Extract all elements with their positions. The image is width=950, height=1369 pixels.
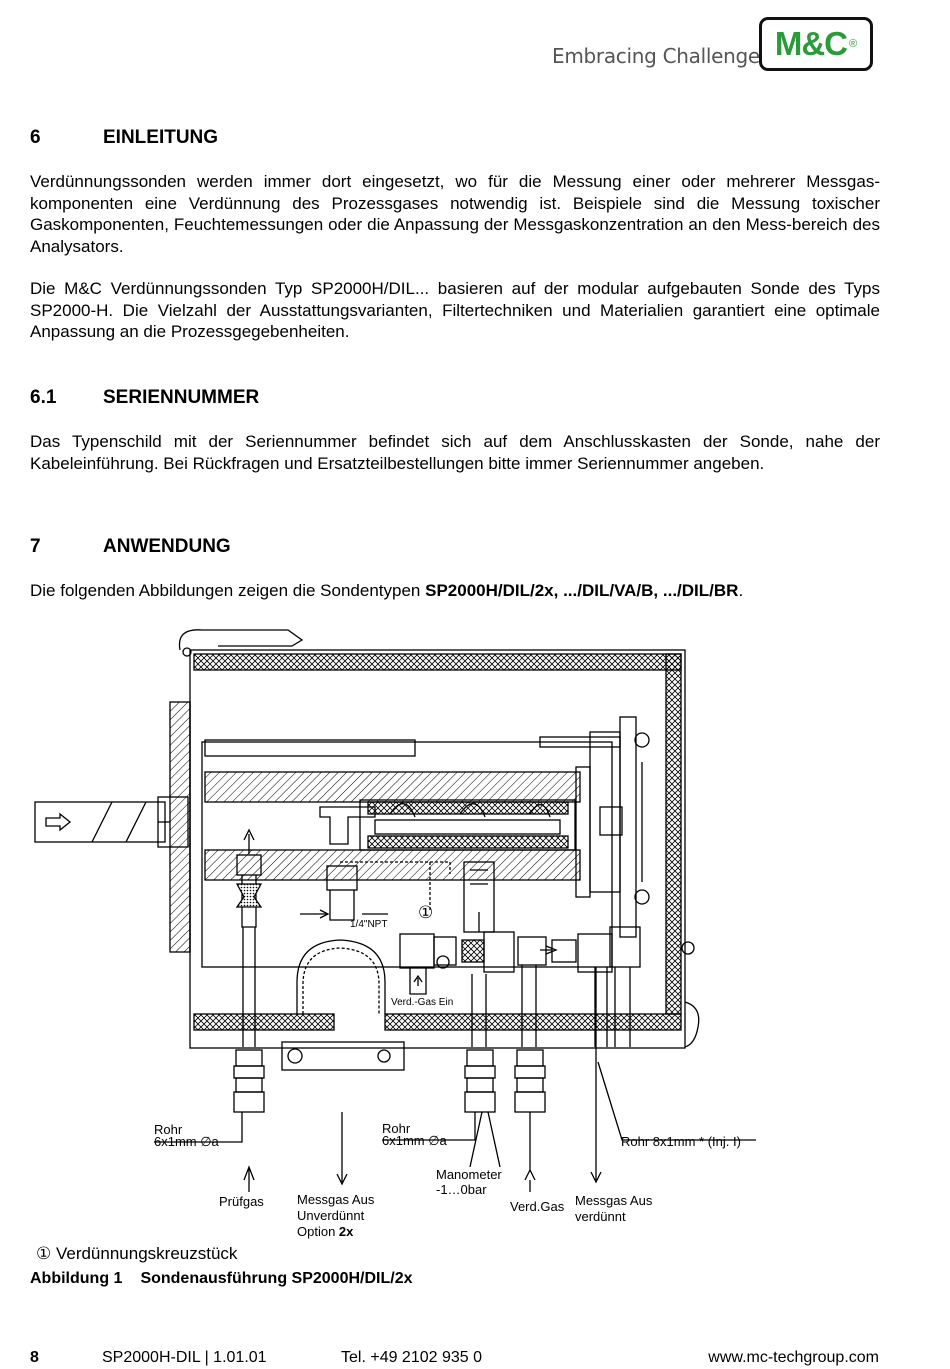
logo-text: M&C xyxy=(774,25,848,62)
messgas-aus-line1: Messgas Aus xyxy=(297,1192,375,1207)
paragraph-einleitung-2: Die M&C Verdünnungssonden Typ SP2000H/DIL... basieren auf der modular aufgebauten Sonde des Typs SP2000-H. Die Vielzahl der Ausstattungsvarianten, Filtertechniken und Materialien garantiert eine optimale Anpassung an die Prozessgegebenheiten. xyxy=(30,279,880,341)
figure-legend: ① Verdünnungskreuzstück xyxy=(36,1244,238,1263)
rohr-left-line2: 6x1mm ∅a xyxy=(154,1134,219,1149)
section-number: 6 xyxy=(30,127,41,148)
section-title: SERIENNUMMER xyxy=(103,387,260,408)
option-value: 2x xyxy=(338,1224,354,1239)
manometer-line2: -1…0bar xyxy=(436,1182,487,1197)
company-logo xyxy=(759,17,873,71)
section-number: 7 xyxy=(30,536,41,557)
intro-suffix: . xyxy=(738,581,744,600)
paragraph-anwendung xyxy=(30,580,880,602)
rohr-right-label: Rohr 8x1mm * (Inj. I) xyxy=(621,1134,741,1149)
rohr-left-line1: Rohr xyxy=(154,1122,183,1137)
footer-page-number: 8 xyxy=(30,1349,39,1366)
rohr-mid-line2: 6x1mm ∅a xyxy=(382,1133,447,1148)
option-label: Option xyxy=(297,1224,339,1239)
caption-label: Abbildung 1 xyxy=(30,1270,123,1287)
probe-drawing xyxy=(30,622,770,1242)
verd-gas-ein-label: Verd.-Gas Ein xyxy=(391,997,454,1008)
section-number: 6.1 xyxy=(30,387,57,408)
footer-telephone: Tel. +49 2102 935 0 xyxy=(341,1349,483,1366)
paragraph-einleitung-1: Verdünnungssonden werden immer dort eingesetzt, wo für die Messung einer oder mehrerer Messgas-komponenten eine Verdünnung des Prozessgases notwendig ist. Beispiele sind die Messung toxischer Gaskomponenten, Feuchtemessungen oder die Anpassung der Messgaskonzentration an den Mess-bereich des Analysators. xyxy=(30,172,880,256)
section-title: ANWENDUNG xyxy=(103,536,231,557)
messgas-aus-line3 xyxy=(297,1224,354,1239)
pruefgas-label: Prüfgas xyxy=(219,1194,264,1209)
npt-label: 1/4"NPT xyxy=(350,919,388,930)
intro-prefix: Die folgenden Abbildungen zeigen die Sondentypen xyxy=(30,581,426,600)
figure-caption xyxy=(30,1270,413,1288)
verd-gas-label: Verd.Gas xyxy=(510,1199,565,1214)
messgas-verd-line1: Messgas Aus xyxy=(575,1193,653,1208)
logo-registered-mark: ® xyxy=(849,38,858,50)
manometer-line1: Manometer xyxy=(436,1167,502,1182)
caption-text: Sondenausführung SP2000H/DIL/2x xyxy=(140,1270,413,1287)
figure-marker-1: ① xyxy=(418,903,434,922)
messgas-verd-line2: verdünnt xyxy=(575,1209,626,1224)
footer-website-link[interactable]: www.mc-techgroup.com xyxy=(708,1349,879,1366)
footer-document-id: SP2000H-DIL | 1.01.01 xyxy=(102,1349,267,1366)
header-tagline: Embracing Challenge xyxy=(552,44,760,68)
probe-types: SP2000H/DIL/2x, .../DIL/VA/B, .../DIL/BR xyxy=(425,581,739,600)
section-title: EINLEITUNG xyxy=(103,127,219,148)
messgas-aus-line2: Unverdünnt xyxy=(297,1208,365,1223)
paragraph-seriennummer: Das Typenschild mit der Seriennummer befindet sich auf dem Anschlusskasten der Sonde, nahe der Kabeleinführung. Bei Rückfragen und Ersatzteilbestellungen bitte immer Seriennummer angeben. xyxy=(30,432,880,473)
rohr-mid-line1: Rohr xyxy=(382,1121,411,1136)
